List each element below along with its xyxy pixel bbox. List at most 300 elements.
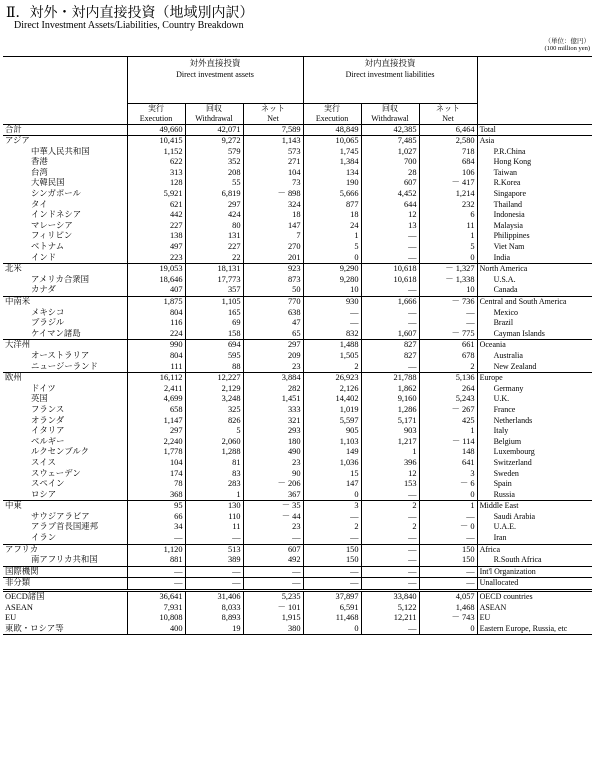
investment-table: [3, 56, 592, 635]
row-label-jp: フィリピン: [3, 231, 127, 242]
value-cell: 2: [361, 501, 419, 512]
value-cell: 700: [361, 157, 419, 168]
value-cell: 9,280: [303, 275, 361, 286]
value-cell: 147: [303, 479, 361, 490]
value-cell: 1,152: [127, 147, 185, 158]
value-cell: 11: [419, 221, 477, 232]
table-row: [3, 200, 592, 211]
value-cell: 5,136: [419, 373, 477, 384]
row-label-en: Italy: [493, 426, 509, 436]
value-cell: 21,788: [361, 373, 419, 384]
row-label-en: Malaysia: [493, 220, 523, 230]
table-row: [3, 253, 592, 264]
value-cell: 147: [243, 221, 303, 232]
row-label-en: India: [493, 252, 510, 262]
value-cell: 73: [243, 178, 303, 189]
value-cell: 492: [243, 555, 303, 566]
row-label-jp: イラン: [3, 533, 127, 544]
col-in-net: ネット Net: [419, 103, 477, 124]
value-cell: － 775: [419, 329, 477, 340]
value-cell: 201: [243, 253, 303, 264]
row-label-en: North America: [479, 264, 528, 274]
row-label-jp: スイス: [3, 458, 127, 469]
value-cell: 2: [303, 362, 361, 373]
value-cell: 10,618: [361, 275, 419, 286]
row-label-en: Viet Nam: [493, 242, 525, 252]
row-label-en: R.South Africa: [493, 555, 542, 565]
value-cell: ―: [303, 578, 361, 591]
value-cell: 42,385: [361, 124, 419, 136]
value-cell: 1,147: [127, 416, 185, 427]
value-cell: 80: [185, 221, 243, 232]
value-cell: 22: [185, 253, 243, 264]
row-label-en: Hong Kong: [493, 157, 532, 167]
row-label-jp: アラブ首長国連邦: [3, 522, 127, 533]
row-label-jp: 中南米: [3, 297, 127, 308]
value-cell: 150: [303, 544, 361, 555]
row-label-en: New Zealand: [493, 361, 537, 371]
value-cell: 23: [243, 458, 303, 469]
value-cell: 333: [243, 405, 303, 416]
row-label-en: U.K.: [493, 394, 510, 404]
value-cell: 5: [419, 242, 477, 253]
value-cell: 2,240: [127, 437, 185, 448]
row-label-en: R.Korea: [493, 178, 521, 188]
row-label-jp: ドイツ: [3, 384, 127, 395]
row-label-en: ASEAN: [479, 602, 507, 612]
value-cell: 208: [185, 168, 243, 179]
table-row: [3, 285, 592, 296]
row-label-jp: オーストラリア: [3, 351, 127, 362]
row-label-en: Thailand: [493, 199, 522, 209]
table-row: [3, 329, 592, 340]
row-label-en: U.A.E.: [493, 522, 517, 532]
row-label-jp: OECD諸国: [3, 591, 127, 603]
value-cell: 5: [185, 426, 243, 437]
col-in-withdrawal: 回収 Withdrawal: [361, 103, 419, 124]
row-label-jp: ロシア: [3, 490, 127, 501]
value-cell: － 101: [243, 603, 303, 614]
table-row: [3, 624, 592, 635]
header-blank-right: [477, 57, 592, 82]
value-cell: 7,589: [243, 124, 303, 136]
row-label-jp: ルクセンブルク: [3, 447, 127, 458]
table-row: [3, 136, 592, 147]
value-cell: 1,875: [127, 297, 185, 308]
table-row: [3, 512, 592, 523]
value-cell: 130: [185, 501, 243, 512]
value-cell: 1,105: [185, 297, 243, 308]
value-cell: 661: [419, 340, 477, 351]
value-cell: 148: [419, 447, 477, 458]
value-cell: 357: [185, 285, 243, 296]
value-cell: 11,468: [303, 613, 361, 624]
value-cell: 622: [127, 157, 185, 168]
value-cell: 95: [127, 501, 185, 512]
value-cell: 877: [303, 200, 361, 211]
value-cell: 18: [243, 210, 303, 221]
value-cell: 1: [303, 231, 361, 242]
value-cell: 110: [185, 512, 243, 523]
value-cell: 2: [419, 362, 477, 373]
value-cell: 881: [127, 555, 185, 566]
value-cell: ―: [419, 578, 477, 591]
row-label-jp: ASEAN: [3, 603, 127, 614]
value-cell: 153: [361, 479, 419, 490]
row-label-en: Total: [479, 124, 496, 134]
value-cell: 694: [185, 340, 243, 351]
value-cell: 0: [419, 490, 477, 501]
value-cell: ―: [419, 512, 477, 523]
value-cell: 1,120: [127, 544, 185, 555]
row-label-jp: インド: [3, 253, 127, 264]
value-cell: 658: [127, 405, 185, 416]
value-cell: ―: [419, 308, 477, 319]
value-cell: 18: [303, 210, 361, 221]
value-cell: ―: [243, 533, 303, 544]
row-label-en: Luxembourg: [493, 447, 535, 457]
value-cell: 106: [419, 168, 477, 179]
value-cell: 8,893: [185, 613, 243, 624]
row-label-jp: 英国: [3, 394, 127, 405]
value-cell: 678: [419, 351, 477, 362]
table-row: [3, 458, 592, 469]
value-cell: ―: [361, 285, 419, 296]
value-cell: 47: [243, 318, 303, 329]
row-label-jp: ベルギー: [3, 437, 127, 448]
inward-header-jp: 対内直接投資: [364, 58, 416, 68]
value-cell: 134: [303, 168, 361, 179]
value-cell: 325: [185, 405, 243, 416]
row-label-jp: 東欧・ロシア等: [3, 624, 127, 635]
row-label-jp: 南アフリカ共和国: [3, 555, 127, 566]
table-row: [3, 522, 592, 533]
value-cell: 131: [185, 231, 243, 242]
value-cell: 5,171: [361, 416, 419, 427]
row-label-en: Sweden: [493, 468, 519, 478]
row-label-jp: スペイン: [3, 479, 127, 490]
value-cell: 1,778: [127, 447, 185, 458]
value-cell: 5,597: [303, 416, 361, 427]
value-cell: 36,641: [127, 591, 185, 603]
value-cell: 88: [185, 362, 243, 373]
value-cell: ―: [361, 544, 419, 555]
value-cell: 0: [419, 624, 477, 635]
row-label-en: Canada: [493, 285, 518, 295]
value-cell: 26,923: [303, 373, 361, 384]
value-cell: 3: [419, 469, 477, 480]
table-row: [3, 501, 592, 512]
value-cell: 497: [127, 242, 185, 253]
value-cell: 1,286: [361, 405, 419, 416]
value-cell: 1,288: [185, 447, 243, 458]
value-cell: 321: [243, 416, 303, 427]
value-cell: 138: [127, 231, 185, 242]
row-label-jp: 非分類: [3, 578, 127, 591]
value-cell: 2,126: [303, 384, 361, 395]
value-cell: ―: [185, 578, 243, 591]
value-cell: 49,660: [127, 124, 185, 136]
value-cell: 607: [361, 178, 419, 189]
table-row: [3, 603, 592, 614]
value-cell: － 44: [243, 512, 303, 523]
value-cell: 718: [419, 147, 477, 158]
row-label-jp: 北米: [3, 264, 127, 275]
value-cell: 407: [127, 285, 185, 296]
value-cell: 12: [361, 469, 419, 480]
row-label-jp: カナダ: [3, 285, 127, 296]
value-cell: 424: [185, 210, 243, 221]
value-cell: 1,488: [303, 340, 361, 351]
value-cell: 83: [185, 469, 243, 480]
value-cell: 111: [127, 362, 185, 373]
value-cell: 4,452: [361, 189, 419, 200]
value-cell: － 743: [419, 613, 477, 624]
value-cell: － 267: [419, 405, 477, 416]
value-cell: ―: [361, 242, 419, 253]
value-cell: 0: [303, 253, 361, 264]
row-label-en: Philippines: [493, 231, 530, 241]
value-cell: 7: [243, 231, 303, 242]
value-cell: 19: [185, 624, 243, 635]
value-cell: 9,290: [303, 264, 361, 275]
value-cell: 1,666: [361, 297, 419, 308]
value-cell: 165: [185, 308, 243, 319]
value-cell: 1,384: [303, 157, 361, 168]
value-cell: 903: [361, 426, 419, 437]
value-cell: 579: [185, 147, 243, 158]
table-row: [3, 264, 592, 275]
value-cell: 595: [185, 351, 243, 362]
value-cell: － 736: [419, 297, 477, 308]
row-label-en: Africa: [479, 544, 500, 554]
value-cell: 282: [243, 384, 303, 395]
value-cell: 6,591: [303, 603, 361, 614]
value-cell: 158: [185, 329, 243, 340]
value-cell: 2: [303, 522, 361, 533]
row-label-jp: ニュージーランド: [3, 362, 127, 373]
value-cell: 12: [361, 210, 419, 221]
value-cell: 5: [303, 242, 361, 253]
table-row: [3, 426, 592, 437]
value-cell: 367: [243, 490, 303, 501]
row-label-en: Russia: [493, 489, 515, 499]
value-cell: 81: [185, 458, 243, 469]
table-row: [3, 591, 592, 603]
value-cell: 293: [243, 426, 303, 437]
value-cell: 10,618: [361, 264, 419, 275]
outward-header-jp: 対外直接投資: [189, 58, 241, 68]
row-label-en: Iran: [493, 533, 507, 543]
value-cell: 324: [243, 200, 303, 211]
row-label-en: U.S.A.: [493, 274, 516, 284]
value-cell: 1,036: [303, 458, 361, 469]
value-cell: 3,884: [243, 373, 303, 384]
table-row: [3, 221, 592, 232]
page-title: Ⅱ．対外・対内直接投資（地域別内訳）: [6, 6, 254, 21]
value-cell: 150: [419, 555, 477, 566]
row-label-en: France: [493, 404, 516, 414]
value-cell: 770: [243, 297, 303, 308]
value-cell: 0: [303, 490, 361, 501]
value-cell: 69: [185, 318, 243, 329]
value-cell: 6,819: [185, 189, 243, 200]
value-cell: 1,468: [419, 603, 477, 614]
value-cell: 264: [419, 384, 477, 395]
value-cell: 641: [419, 458, 477, 469]
row-label-jp: フランス: [3, 405, 127, 416]
row-label-jp: シンガポール: [3, 189, 127, 200]
value-cell: － 417: [419, 178, 477, 189]
row-label-jp: 欧州: [3, 373, 127, 384]
header-blank: [3, 57, 127, 82]
value-cell: ―: [303, 566, 361, 578]
row-label-jp: イタリア: [3, 426, 127, 437]
value-cell: 104: [127, 458, 185, 469]
row-label-en: Netherlands: [493, 415, 533, 425]
value-cell: 7,931: [127, 603, 185, 614]
value-cell: － 0: [419, 522, 477, 533]
value-cell: ―: [361, 318, 419, 329]
row-label-en: Australia: [493, 350, 523, 360]
table-row: [3, 297, 592, 308]
table-row: [3, 351, 592, 362]
value-cell: ―: [303, 318, 361, 329]
value-cell: 1: [419, 501, 477, 512]
value-cell: ―: [243, 566, 303, 578]
table-row: [3, 437, 592, 448]
value-cell: 1,745: [303, 147, 361, 158]
row-label-jp: アメリカ合衆国: [3, 275, 127, 286]
table-row: [3, 147, 592, 158]
row-label-en: Saudi Arabia: [493, 511, 536, 521]
row-label-jp: ベトナム: [3, 242, 127, 253]
value-cell: 28: [361, 168, 419, 179]
value-cell: ―: [361, 566, 419, 578]
table-row: [3, 533, 592, 544]
value-cell: 923: [243, 264, 303, 275]
table-row: [3, 231, 592, 242]
value-cell: ―: [303, 308, 361, 319]
row-label-jp: EU: [3, 613, 127, 624]
value-cell: 396: [361, 458, 419, 469]
value-cell: ―: [361, 512, 419, 523]
col-out-exec: 実行 Execution: [127, 103, 185, 124]
table-row: [3, 447, 592, 458]
value-cell: 352: [185, 157, 243, 168]
value-cell: 227: [185, 242, 243, 253]
value-cell: ―: [303, 533, 361, 544]
value-cell: 12,211: [361, 613, 419, 624]
value-cell: 7,485: [361, 136, 419, 147]
value-cell: ―: [127, 578, 185, 591]
value-cell: 1,862: [361, 384, 419, 395]
value-cell: 827: [361, 351, 419, 362]
value-cell: 5,243: [419, 394, 477, 405]
row-label-jp: ブラジル: [3, 318, 127, 329]
value-cell: ―: [419, 566, 477, 578]
row-label-en: Central and South America: [479, 297, 567, 306]
table-row: [3, 178, 592, 189]
table-row: [3, 416, 592, 427]
value-cell: 1,103: [303, 437, 361, 448]
value-cell: 0: [303, 624, 361, 635]
value-cell: － 898: [243, 189, 303, 200]
value-cell: 1: [361, 447, 419, 458]
value-cell: 48,849: [303, 124, 361, 136]
value-cell: 297: [127, 426, 185, 437]
unit-label-jp: （単位：億円）: [544, 38, 590, 45]
value-cell: 1,217: [361, 437, 419, 448]
table-row: [3, 544, 592, 555]
row-label-jp: タイ: [3, 200, 127, 211]
row-label-en: OECD countries: [479, 592, 533, 602]
row-label-jp: 国際機関: [3, 566, 127, 578]
value-cell: 10,065: [303, 136, 361, 147]
value-cell: － 1,327: [419, 264, 477, 275]
value-cell: 621: [127, 200, 185, 211]
value-cell: 18,131: [185, 264, 243, 275]
value-cell: ―: [361, 308, 419, 319]
row-label-en: Belgium: [493, 436, 522, 446]
value-cell: 24: [303, 221, 361, 232]
value-cell: 804: [127, 351, 185, 362]
value-cell: 4,699: [127, 394, 185, 405]
value-cell: ―: [361, 624, 419, 635]
value-cell: 12,227: [185, 373, 243, 384]
value-cell: 283: [185, 479, 243, 490]
row-label-jp: 大洋州: [3, 340, 127, 351]
value-cell: 174: [127, 469, 185, 480]
value-cell: 2,060: [185, 437, 243, 448]
col-in-exec: 実行 Execution: [303, 103, 361, 124]
value-cell: 1,451: [243, 394, 303, 405]
table-row: [3, 373, 592, 384]
value-cell: ―: [361, 490, 419, 501]
row-label-jp: インドネシア: [3, 210, 127, 221]
table-row: [3, 318, 592, 329]
value-cell: 644: [361, 200, 419, 211]
row-label-jp: 台湾: [3, 168, 127, 179]
value-cell: 10: [303, 285, 361, 296]
row-label-jp: アフリカ: [3, 544, 127, 555]
value-cell: 190: [303, 178, 361, 189]
row-label-en: Singapore: [493, 189, 526, 199]
value-cell: 34: [127, 522, 185, 533]
value-cell: 638: [243, 308, 303, 319]
value-cell: ―: [185, 533, 243, 544]
value-cell: 14,402: [303, 394, 361, 405]
value-cell: 425: [419, 416, 477, 427]
value-cell: 1,505: [303, 351, 361, 362]
value-cell: 684: [419, 157, 477, 168]
value-cell: 224: [127, 329, 185, 340]
value-cell: 1,607: [361, 329, 419, 340]
table-row: [3, 479, 592, 490]
inward-header-en: Direct investment liabilities: [345, 70, 435, 79]
value-cell: 10,415: [127, 136, 185, 147]
value-cell: 832: [303, 329, 361, 340]
value-cell: 990: [127, 340, 185, 351]
table-row: [3, 469, 592, 480]
value-cell: 37,897: [303, 591, 361, 603]
value-cell: 389: [185, 555, 243, 566]
value-cell: － 35: [243, 501, 303, 512]
value-cell: 826: [185, 416, 243, 427]
value-cell: 223: [127, 253, 185, 264]
value-cell: 1,027: [361, 147, 419, 158]
value-cell: ―: [127, 533, 185, 544]
